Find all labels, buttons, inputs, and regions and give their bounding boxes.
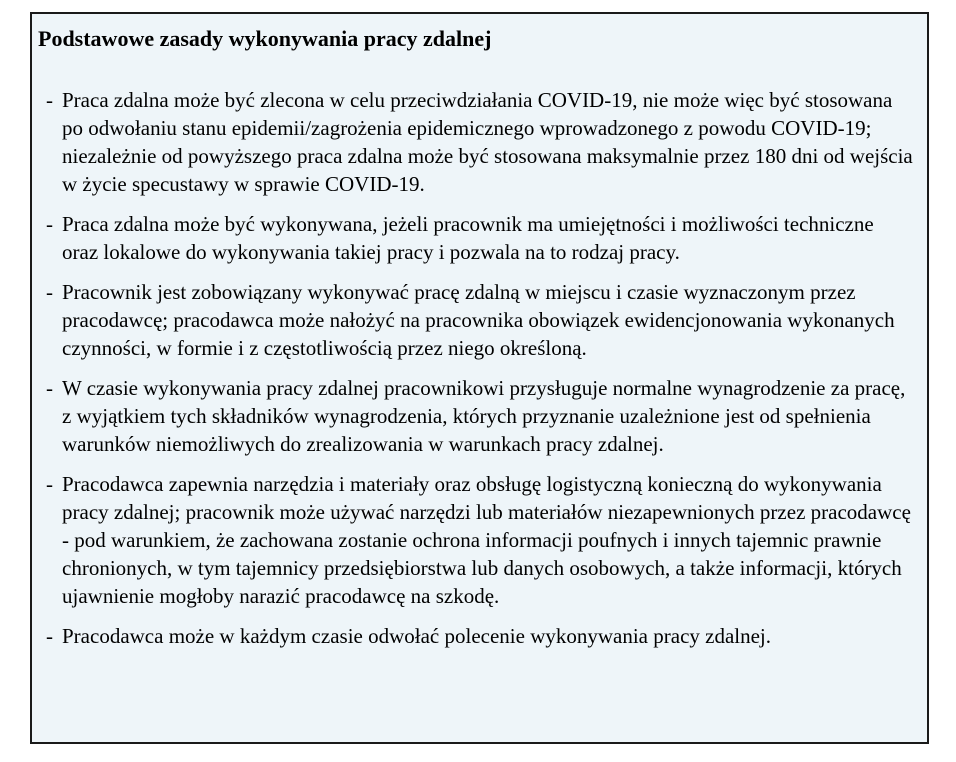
- dash-bullet-marker: -: [46, 88, 53, 112]
- list-item: [46, 622, 914, 650]
- dash-bullet-marker: -: [46, 212, 53, 236]
- list-item: [46, 470, 914, 610]
- dash-bullet-marker: -: [46, 280, 53, 304]
- dash-bullet-marker: -: [46, 472, 53, 496]
- list-item: [46, 86, 914, 198]
- list-item-text: Praca zdalna może być zlecona w celu przeciwdziałania COVID-19, nie może więc być stosowana po odwołaniu stanu epidemii/zagrożenia epidemicznego wprowadzonego z powodu COVID-19; niezależnie od powyższego praca zdalna może być stosowana maksymalnie przez 180 dni od wejścia w życie specustawy w sprawie COVID-19.: [62, 88, 913, 196]
- list-item: [46, 278, 914, 362]
- dash-bullet-marker: -: [46, 376, 53, 400]
- dash-bullet-marker: -: [46, 624, 53, 648]
- remote-work-rules-panel: [30, 12, 929, 744]
- list-item-text: Pracodawca może w każdym czasie odwołać polecenie wykonywania pracy zdalnej.: [62, 624, 772, 648]
- page-title: Podstawowe zasady wykonywania pracy zdalnej: [38, 26, 492, 51]
- list-item-text: Pracodawca zapewnia narzędzia i materiały oraz obsługę logistyczną konieczną do wykonywania pracy zdalnej; pracownik może używać narzędzi lub materiałów niezapewnionych przez pracodawcę - pod warunkiem, że zachowana zostanie ochrona informacji poufnych i innych tajemnic prawnie chronionych, w tym tajemnicy przedsiębiorstwa lub danych osobowych, a także informacji, których ujawnienie mogłoby narazić pracodawcę na szkodę.: [62, 472, 911, 608]
- list-item-text: Pracownik jest zobowiązany wykonywać pracę zdalną w miejscu i czasie wyznaczonym przez pracodawcę; pracodawca może nałożyć na pracownika obowiązek ewidencjonowania wykonanych czynności, w formie i z częstotliwością przez niego określoną.: [62, 280, 895, 360]
- list-item-text: Praca zdalna może być wykonywana, jeżeli pracownik ma umiejętności i możliwości techniczne oraz lokalowe do wykonywania takiej pracy i pozwala na to rodzaj pracy.: [62, 212, 874, 264]
- list-item-text: W czasie wykonywania pracy zdalnej pracownikowi przysługuje normalne wynagrodzenie za pracę, z wyjątkiem tych składników wynagrodzenia, których przyznanie uzależnione jest od spełnienia warunków niemożliwych do zrealizowania w warunkach pracy zdalnej.: [62, 376, 906, 456]
- rules-list: [38, 86, 914, 650]
- list-item: [46, 374, 914, 458]
- list-item: [46, 210, 914, 266]
